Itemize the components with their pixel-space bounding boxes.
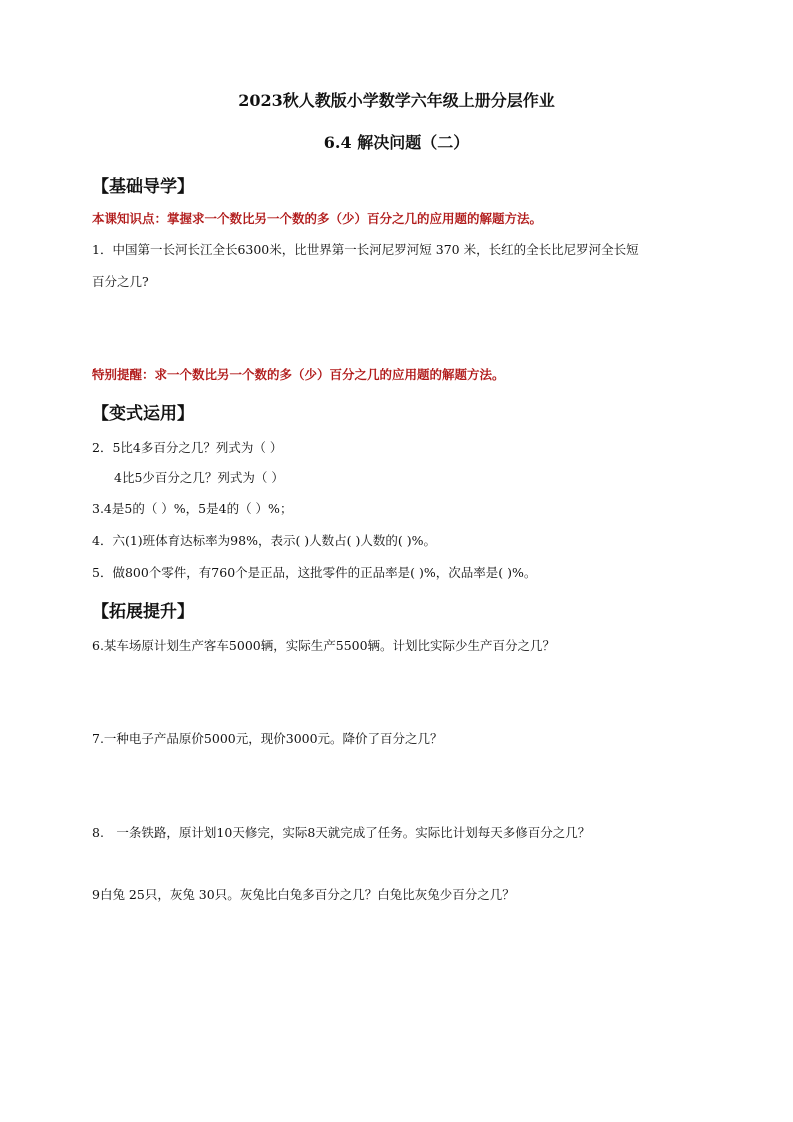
section-heading-variations: 【变式运用】 (92, 404, 194, 424)
special-reminder-note: 特别提醒：求一个数比另一个数的多（少）百分之几的应用题的解题方法。 (92, 367, 505, 382)
question-4: 4．六(1)班体育达标率为98%，表示( )人数占( )人数的( )%。 (92, 533, 437, 548)
question-7: 7.一种电子产品原价5000元，现价3000元。降价了百分之几？ (92, 731, 443, 746)
page-title: 2023秋人教版小学数学六年级上册分层作业 (238, 91, 555, 110)
question-1-line-2: 百分之几? (92, 274, 149, 289)
question-2b: 4比5少百分之几？列式为（ ） (114, 470, 284, 485)
question-8: 8. 一条铁路，原计划10天修完，实际8天就完成了任务。实际比计划每天多修百分之几？ (92, 825, 591, 840)
section-heading-extension: 【拓展提升】 (92, 602, 194, 622)
knowledge-point-note: 本课知识点：掌握求一个数比另一个数的多（少）百分之几的应用题的解题方法。 (92, 211, 543, 226)
question-9: 9白兔 25只，灰兔 30只。灰兔比白兔多百分之几？白兔比灰兔少百分之几？ (92, 887, 515, 902)
question-5: 5．做800个零件，有760个是正品，这批零件的正品率是( )%，次品率是( )%。 (92, 565, 537, 580)
section-heading-basics: 【基础导学】 (92, 177, 194, 197)
question-2a: 2．5比4多百分之几？列式为（ ） (92, 440, 283, 455)
page-subtitle: 6.4 解决问题（二） (323, 133, 470, 152)
question-1-line-1: 1．中国第一长河长江全长6300米，比世界第一长河尼罗河短 370 米，长红的全长比尼罗河全长短 (92, 242, 639, 257)
question-3: 3.4是5的（ ）%，5是4的（ ）%； (92, 501, 293, 516)
question-6: 6.某车场原计划生产客车5000辆，实际生产5500辆。计划比实际少生产百分之几？ (92, 638, 556, 653)
